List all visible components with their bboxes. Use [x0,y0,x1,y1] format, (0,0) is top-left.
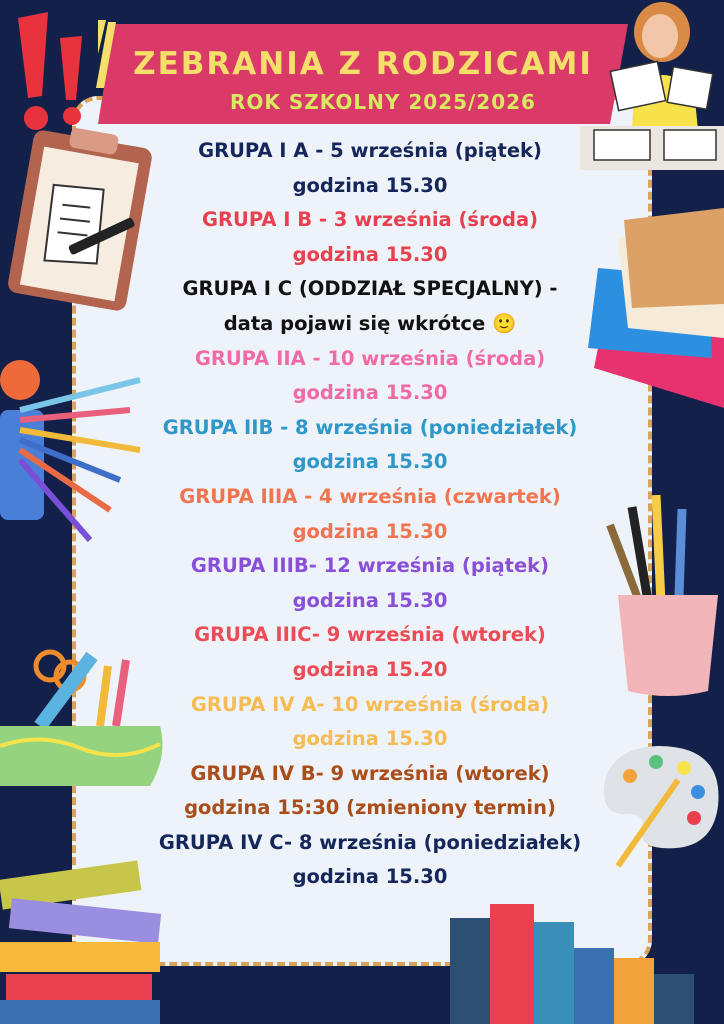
group-heading: GRUPA IV C- 8 września (poniedziałek) [158,830,582,854]
group-time: godzina 15.30 [292,242,448,266]
books-row-icon [450,888,700,1024]
group-heading: GRUPA IIIA - 4 września (czwartek) [179,484,561,508]
group-heading: GRUPA IIB - 8 września (poniedziałek) [162,415,578,439]
group-heading: GRUPA IIIC- 9 września (wtorek) [194,623,546,647]
group-time: godzina 15.30 [292,381,448,405]
accent-slash-icon [96,22,116,88]
group-time: godzina 15.20 [292,657,448,681]
group-time: godzina 15.30 [292,865,448,889]
group-heading: GRUPA I B - 3 września (środa) [201,208,539,232]
title-banner [98,20,628,132]
group-time: godzina 15.30 [292,450,448,474]
group-time: godzina 15.30 [292,519,448,543]
page-title: ZEBRANIA Z RODZICAMI [133,46,593,82]
group-time: godzina 15.30 [292,727,448,751]
group-heading: GRUPA IIIB- 12 września (piątek) [190,554,550,578]
schedule-list [110,134,630,895]
group-heading: GRUPA I C (ODDZIAŁ SPECJALNY) - [182,277,558,301]
group-time: godzina 15.30 [292,588,448,612]
group-heading: GRUPA IV B- 9 września (wtorek) [190,761,550,785]
group-heading: GRUPA IV A- 10 września (środa) [190,692,550,716]
group-heading: GRUPA IIA - 10 września (środa) [194,346,546,370]
group-time: godzina 15:30 (zmieniony termin) [184,796,556,820]
group-heading: GRUPA I A - 5 września (piątek) [198,139,542,162]
group-time: data pojawi się wkrótce 🙂 [223,311,517,335]
group-time: godzina 15.30 [292,173,448,197]
page-subtitle: ROK SZKOLNY 2025/2026 [230,90,536,114]
